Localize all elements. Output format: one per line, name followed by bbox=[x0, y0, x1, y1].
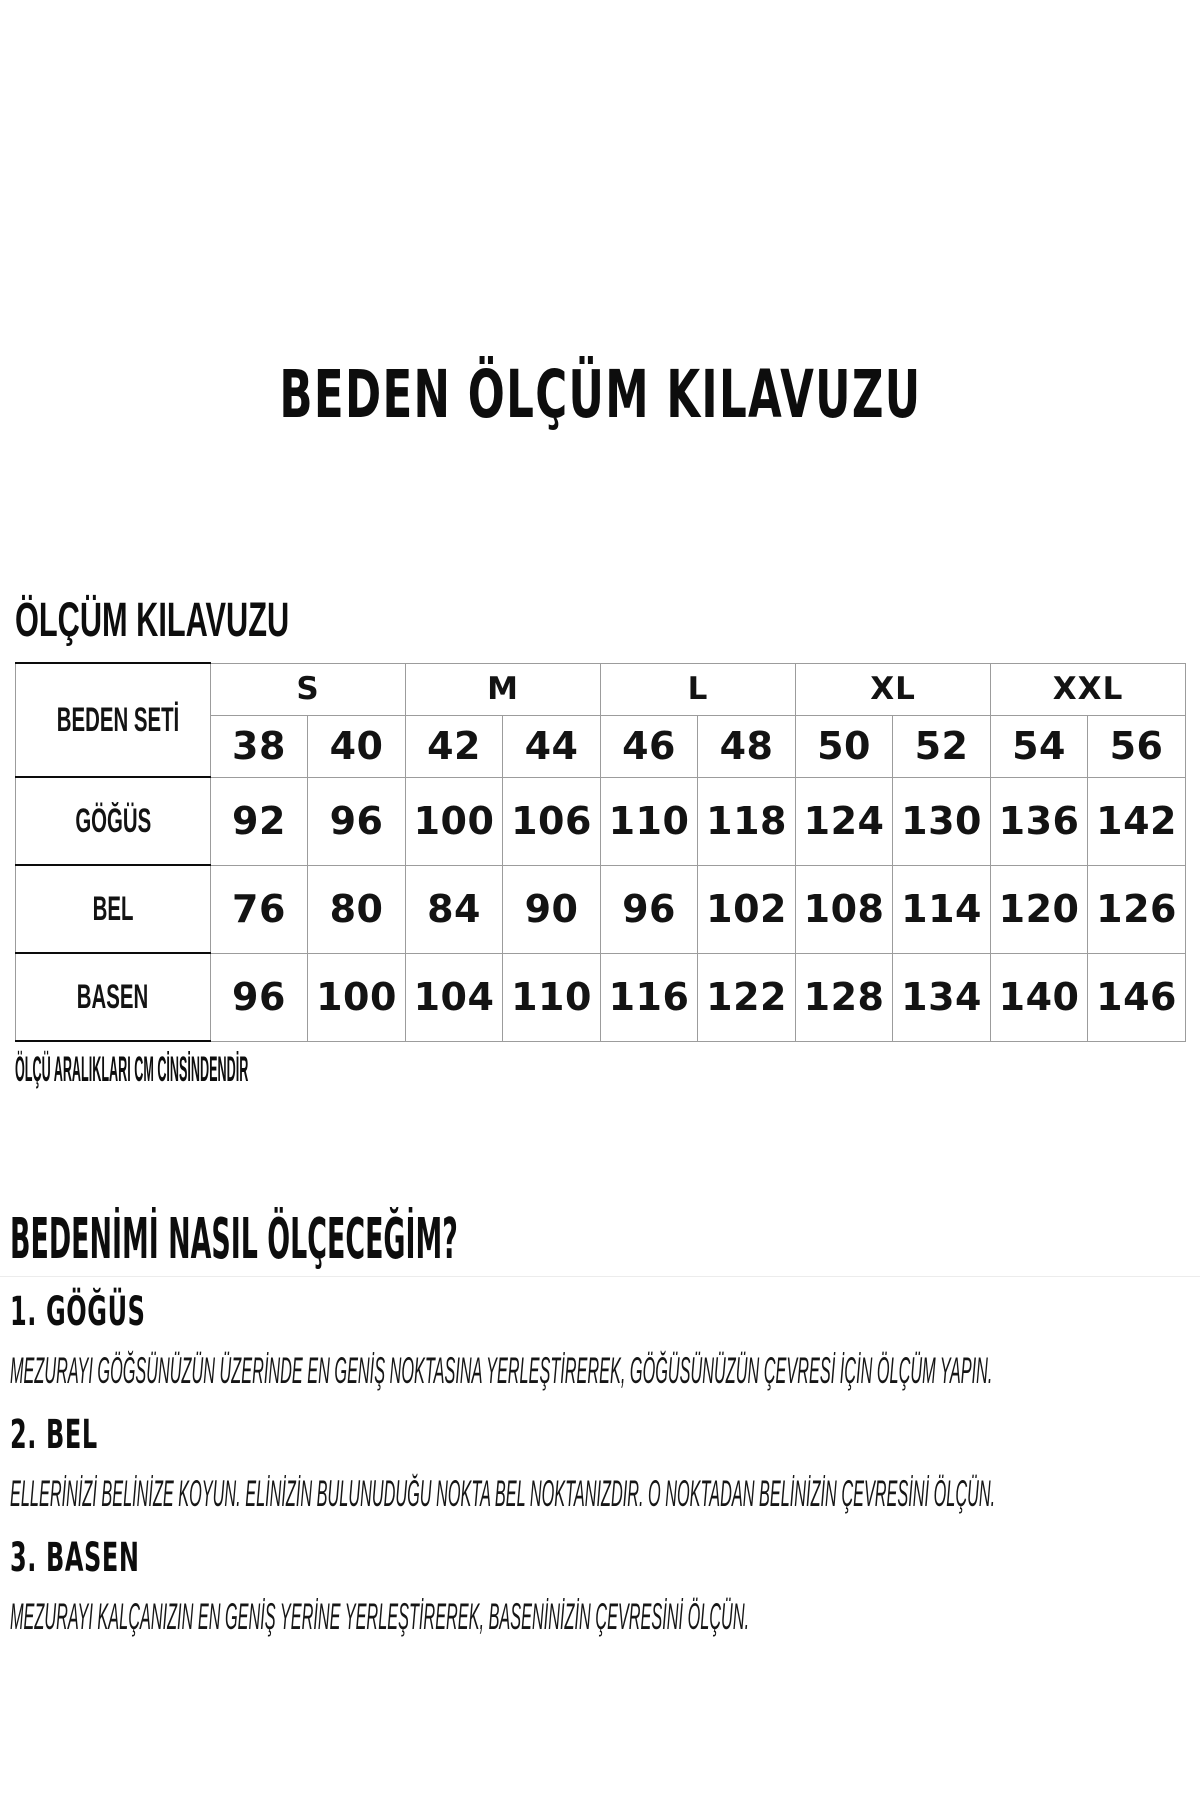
size-table bbox=[15, 662, 1186, 1042]
value-cell bbox=[308, 777, 406, 865]
value-text: 142 bbox=[1096, 799, 1177, 843]
how-to-measure-heading bbox=[0, 1207, 1200, 1277]
size-number-label: 56 bbox=[1109, 724, 1164, 768]
size-number-label: 42 bbox=[427, 724, 481, 768]
size-number-cell-38 bbox=[211, 715, 308, 777]
how-to-item-text-3 bbox=[10, 1598, 1195, 1635]
measurement-row-basen bbox=[16, 953, 1186, 1041]
value-cell bbox=[601, 865, 698, 953]
size-number-cell-48 bbox=[698, 715, 796, 777]
size-number-label: 48 bbox=[719, 724, 774, 768]
row-label-text: GÖĞÜS bbox=[75, 801, 151, 840]
size-number-label: 38 bbox=[232, 724, 286, 768]
value-cell bbox=[893, 953, 991, 1041]
value-cell bbox=[211, 865, 308, 953]
size-number-label: 44 bbox=[524, 724, 579, 768]
how-to-item-paragraph: MEZURAYI GÖĞSÜNÜZÜN ÜZERİNDE EN GENİŞ NOKTASINA YERLEŞTİREREK, GÖĞÜSÜNÜZÜN ÇEVRESİ İÇİN ÖLÇÜM YAPIN. bbox=[10, 1350, 993, 1391]
measurement-guide-heading bbox=[15, 594, 443, 647]
value-text: 96 bbox=[329, 799, 384, 843]
measurement-row-göğüs bbox=[16, 777, 1186, 865]
size-group-cell-xxl bbox=[991, 663, 1186, 715]
value-cell bbox=[698, 953, 796, 1041]
value-text: 76 bbox=[232, 887, 286, 931]
value-text: 104 bbox=[413, 975, 495, 1019]
value-text: 136 bbox=[998, 799, 1080, 843]
value-text: 84 bbox=[427, 887, 481, 931]
size-group-label: S bbox=[296, 671, 320, 707]
size-group-cell-s bbox=[211, 663, 406, 715]
size-table-footnote bbox=[15, 1052, 663, 1087]
row-label-cell bbox=[16, 777, 211, 865]
size-number-cell-44 bbox=[503, 715, 601, 777]
value-text: 128 bbox=[803, 975, 885, 1019]
size-group-label: XL bbox=[870, 671, 916, 707]
value-cell bbox=[1088, 865, 1186, 953]
how-to-item-paragraph: ELLERİNİZİ BELİNİZE KOYUN. ELİNİZİN BULUNUDUĞU NOKTA BEL NOKTANIZDIR. O NOKTADAN BELİNİZİN ÇEVRESİNİ ÖLÇÜN. bbox=[10, 1473, 996, 1514]
value-text: 134 bbox=[901, 975, 982, 1019]
value-cell bbox=[503, 777, 601, 865]
page-title bbox=[0, 356, 1200, 433]
size-group-cell-xl bbox=[796, 663, 991, 715]
value-cell bbox=[406, 865, 503, 953]
value-text: 116 bbox=[608, 975, 690, 1019]
how-to-item-title-text: 3. BASEN bbox=[10, 1535, 140, 1581]
measurement-guide-heading-text: ÖLÇÜM KILAVUZU bbox=[15, 594, 290, 647]
value-cell bbox=[211, 953, 308, 1041]
how-to-measure-heading-text: BEDENİMİ NASIL ÖLÇECEĞİM? bbox=[10, 1207, 458, 1272]
value-cell bbox=[308, 865, 406, 953]
value-text: 114 bbox=[901, 887, 982, 931]
value-cell bbox=[698, 777, 796, 865]
row-label-text: BEL bbox=[92, 889, 134, 928]
corner-cell-label: BEDEN SETİ bbox=[56, 700, 180, 739]
size-group-label: XXL bbox=[1052, 671, 1124, 707]
corner-cell bbox=[16, 663, 211, 777]
size-number-cell-52 bbox=[893, 715, 991, 777]
how-to-item-title-2 bbox=[10, 1412, 1195, 1458]
value-text: 100 bbox=[316, 975, 397, 1019]
value-cell bbox=[503, 865, 601, 953]
value-cell bbox=[698, 865, 796, 953]
row-label-text: BASEN bbox=[77, 977, 149, 1016]
size-group-cell-m bbox=[406, 663, 601, 715]
how-to-item-title-text: 1. GÖĞÜS bbox=[10, 1289, 146, 1335]
value-text: 130 bbox=[901, 799, 982, 843]
value-text: 118 bbox=[706, 799, 787, 843]
value-text: 122 bbox=[706, 975, 787, 1019]
size-number-label: 50 bbox=[817, 724, 871, 768]
measurement-row-bel bbox=[16, 865, 1186, 953]
page-title-text: BEDEN ÖLÇÜM KILAVUZU bbox=[278, 356, 922, 433]
value-text: 106 bbox=[511, 799, 592, 843]
value-cell bbox=[503, 953, 601, 1041]
size-number-cell-40 bbox=[308, 715, 406, 777]
value-text: 140 bbox=[998, 975, 1080, 1019]
value-text: 96 bbox=[622, 887, 676, 931]
value-text: 124 bbox=[803, 799, 885, 843]
value-cell bbox=[893, 865, 991, 953]
value-text: 108 bbox=[803, 887, 885, 931]
size-table-group-row bbox=[16, 663, 1186, 715]
value-text: 110 bbox=[608, 799, 690, 843]
value-cell bbox=[1088, 777, 1186, 865]
value-text: 100 bbox=[413, 799, 495, 843]
value-text: 120 bbox=[998, 887, 1080, 931]
how-to-measure-items bbox=[10, 1289, 1195, 1637]
size-number-cell-56 bbox=[1088, 715, 1186, 777]
how-to-item-text-1 bbox=[10, 1352, 1195, 1389]
size-group-label: M bbox=[487, 671, 519, 707]
value-cell bbox=[796, 865, 893, 953]
value-text: 80 bbox=[329, 887, 384, 931]
size-number-label: 40 bbox=[329, 724, 384, 768]
how-to-item-title-text: 2. BEL bbox=[10, 1412, 98, 1458]
value-cell bbox=[796, 777, 893, 865]
value-text: 102 bbox=[706, 887, 787, 931]
value-cell bbox=[601, 953, 698, 1041]
value-text: 96 bbox=[232, 975, 286, 1019]
value-text: 90 bbox=[524, 887, 579, 931]
value-cell bbox=[211, 777, 308, 865]
value-cell bbox=[406, 777, 503, 865]
value-cell bbox=[991, 777, 1088, 865]
size-number-label: 52 bbox=[914, 724, 969, 768]
size-number-cell-50 bbox=[796, 715, 893, 777]
how-to-item-title-1 bbox=[10, 1289, 1195, 1335]
size-number-cell-42 bbox=[406, 715, 503, 777]
value-text: 92 bbox=[232, 799, 286, 843]
value-text: 110 bbox=[511, 975, 592, 1019]
value-cell bbox=[406, 953, 503, 1041]
size-table-footnote-text: ÖLÇÜ ARALIKLARI CM CİNSİNDENDİR bbox=[15, 1050, 249, 1089]
value-text: 126 bbox=[1096, 887, 1177, 931]
value-cell bbox=[991, 953, 1088, 1041]
size-number-label: 46 bbox=[622, 724, 676, 768]
value-text: 146 bbox=[1096, 975, 1177, 1019]
value-cell bbox=[308, 953, 406, 1041]
value-cell bbox=[796, 953, 893, 1041]
row-label-cell bbox=[16, 865, 211, 953]
how-to-item-text-2 bbox=[10, 1475, 1195, 1512]
value-cell bbox=[893, 777, 991, 865]
how-to-item-paragraph: MEZURAYI KALÇANIZIN EN GENİŞ YERİNE YERLEŞTİREREK, BASENİNİZİN ÇEVRESİNİ ÖLÇÜN. bbox=[10, 1596, 750, 1637]
size-group-cell-l bbox=[601, 663, 796, 715]
row-label-cell bbox=[16, 953, 211, 1041]
value-cell bbox=[991, 865, 1088, 953]
value-cell bbox=[1088, 953, 1186, 1041]
size-number-label: 54 bbox=[1012, 724, 1066, 768]
size-number-cell-46 bbox=[601, 715, 698, 777]
size-number-cell-54 bbox=[991, 715, 1088, 777]
how-to-item-title-3 bbox=[10, 1535, 1195, 1581]
size-group-label: L bbox=[687, 671, 709, 707]
value-cell bbox=[601, 777, 698, 865]
